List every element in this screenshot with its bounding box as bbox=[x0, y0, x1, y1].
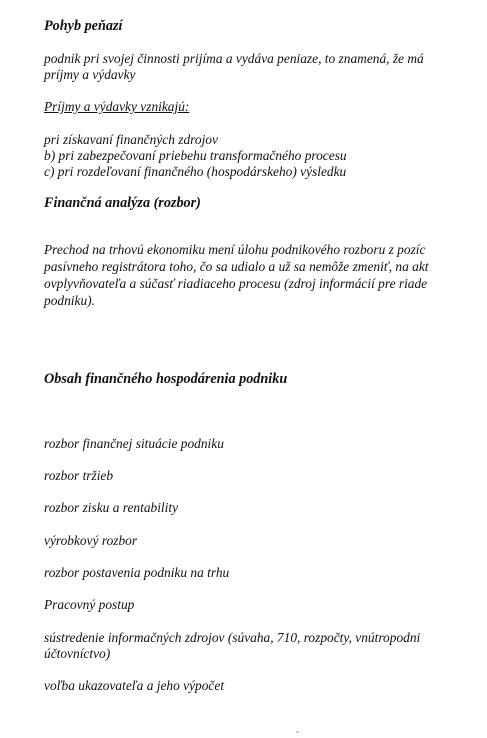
origin-item-c: c) pri rozdeľovaní finančného (hospodárskeho) výsledku bbox=[44, 164, 347, 179]
contents-item-profit: rozbor zisku a rentability bbox=[44, 500, 179, 515]
heading-contents: Obsah finančného hospodárenia podniku bbox=[44, 371, 288, 387]
cash-flow-text-line-2: príjmy a výdavky bbox=[44, 67, 136, 82]
contents-item-financial-situation: rozbor finančnej situácie podniku bbox=[44, 436, 224, 451]
origin-item-a: pri získavaní finančných zdrojov bbox=[44, 132, 218, 147]
analysis-text-line-2: pasívneho registrátora toho, čo sa udialo a už sa nemôže zmeniť, na akt bbox=[44, 259, 429, 274]
contents-item-product: výrobkový rozbor bbox=[44, 533, 138, 548]
origin-item-b: b) pri zabezpečovaní priebehu transformačného procesu bbox=[44, 148, 347, 163]
analysis-text-line-3: ovplyvňovateľa a súčasť riadiaceho procesu (zdroj informácií pre riade bbox=[44, 276, 428, 291]
contents-item-revenue: rozbor tržieb bbox=[44, 468, 114, 483]
contents-item-indicator: voľba ukazovateľa a jeho výpočet bbox=[44, 678, 225, 693]
heading-financial-analysis: Finančná analýza (rozbor) bbox=[44, 195, 201, 211]
page-mark: ˆ bbox=[296, 730, 299, 738]
contents-item-market-position: rozbor postavenia podniku na trhu bbox=[44, 565, 230, 580]
contents-item-work-procedure: Pracovný postup bbox=[44, 597, 135, 612]
contents-item-information-sources-cont: účtovníctvo) bbox=[44, 646, 111, 661]
heading-income-origin: Príjmy a výdavky vznikajú: bbox=[44, 99, 190, 114]
analysis-text-line-4: podniku). bbox=[44, 293, 95, 308]
analysis-text-line-1: Prechod na trhovú ekonomiku mení úlohu podnikového rozboru z pozíc bbox=[44, 242, 426, 257]
heading-cash-flow: Pohyb peňazí bbox=[44, 18, 123, 34]
cash-flow-text-line-1: podnik pri svojej činnosti prijíma a vydáva peniaze, to znamená, že má bbox=[44, 51, 424, 66]
contents-item-information-sources: sústredenie informačných zdrojov (súvaha, 710, rozpočty, vnútropodni bbox=[44, 630, 421, 645]
